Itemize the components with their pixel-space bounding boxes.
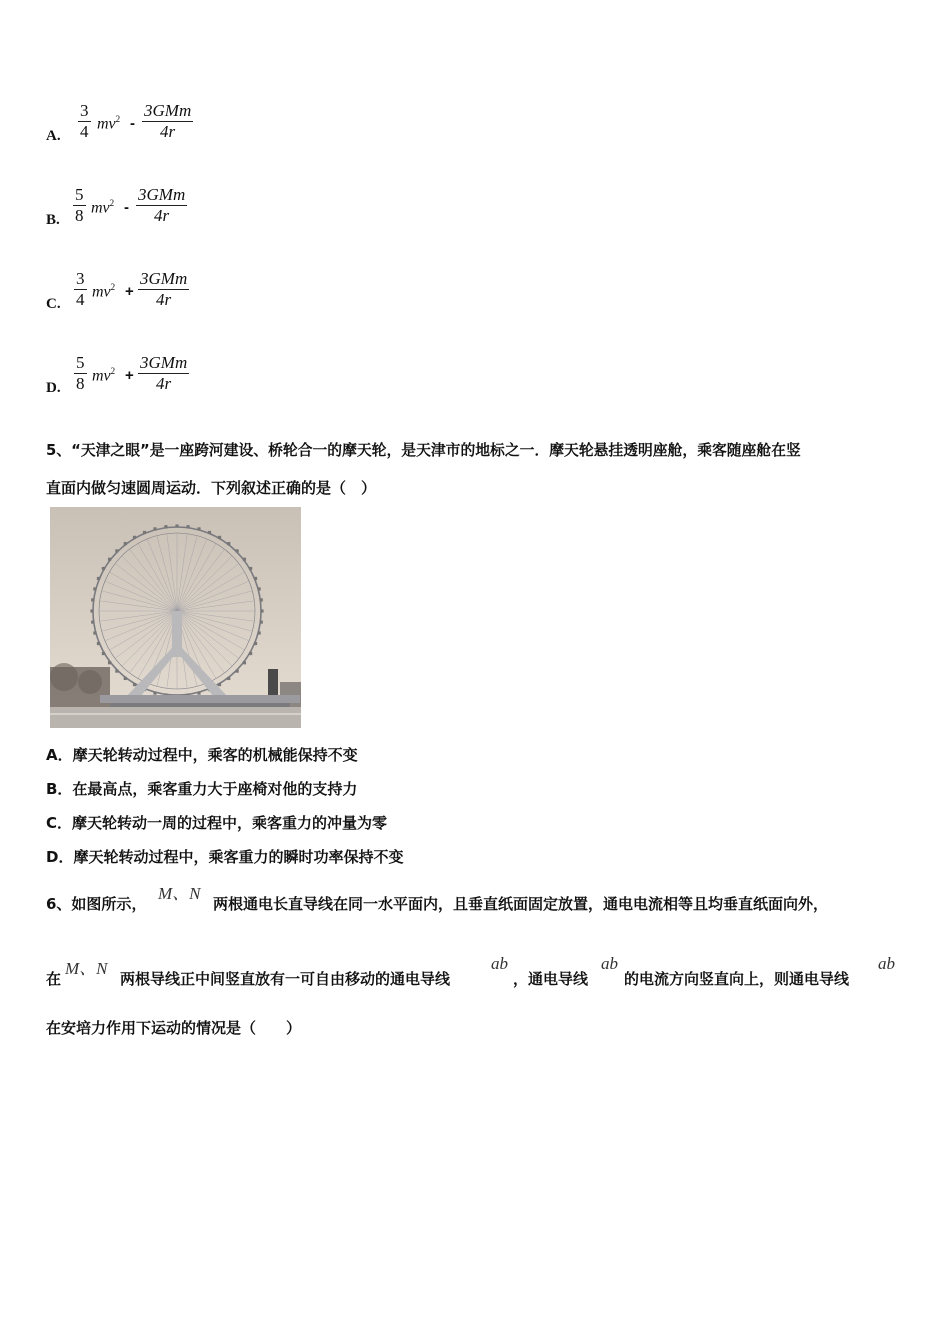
term: $mv^2$	[91, 198, 115, 217]
q6-line2-a: 在	[46, 970, 62, 988]
option-label: C.	[46, 296, 61, 312]
ferris-wheel-photo	[50, 507, 301, 728]
wheel-cabin	[153, 692, 156, 695]
wheel-cabin	[260, 609, 263, 612]
q6-mn-label: M、N	[158, 884, 201, 903]
option-label: A.	[46, 128, 61, 144]
wheel-cabin	[124, 542, 127, 545]
wheel-cabin	[133, 683, 136, 686]
wheel-cabin	[91, 620, 94, 623]
wheel-cabin	[175, 524, 178, 527]
term: $mv^2$	[92, 366, 116, 385]
wheel-cabin	[108, 558, 111, 561]
option-label: B.	[46, 212, 60, 228]
wheel-cabin	[218, 536, 221, 539]
wheel-cabin	[236, 549, 239, 552]
wheel-cabin	[102, 567, 105, 570]
wheel-cabin	[260, 598, 263, 601]
wheel-cabin	[93, 631, 96, 634]
q5-stem-line2: 直面内做匀速圆周运动．下列叙述正确的是（ ）	[46, 479, 377, 497]
wheel-cabin	[108, 661, 111, 664]
q6-line2-c: ，通电导线	[513, 970, 589, 988]
wheel-cabin	[260, 620, 263, 623]
term: $mv^2$	[92, 282, 116, 301]
q5-option-c: C．摩天轮转动一周的过程中，乘客重力的冲量为零	[46, 814, 388, 832]
wheel-cabin	[254, 642, 257, 645]
wheel-cabin	[197, 692, 200, 695]
wheel-cabin	[208, 531, 211, 534]
wheel-cabin	[102, 652, 105, 655]
q6-prefix: 6、如图所示，	[46, 895, 147, 913]
fraction: $\frac{3}{4}$	[80, 101, 89, 141]
q6-line3: 在安培力作用下运动的情况是（ ）	[46, 1019, 302, 1037]
wheel-cabin	[186, 525, 189, 528]
wheel-cabin	[218, 683, 221, 686]
wheel-cabin	[97, 577, 100, 580]
fraction: 3GMm 4r	[140, 353, 188, 393]
wheel-cabin	[243, 661, 246, 664]
wheel-cabin	[243, 558, 246, 561]
wheel-cabin	[115, 670, 118, 673]
operator: +	[125, 367, 134, 384]
wheel-cabin	[115, 549, 118, 552]
wheel-cabin	[93, 587, 96, 590]
q6-line2-d: 的电流方向竖直向上，则通电导线	[624, 970, 850, 988]
q5-stem-line1: 5、“天津之眼”是一座跨河建设、桥轮合一的摩天轮，是天津市的地标之一．摩天轮悬挂透明座舱，乘客随座舱在竖	[46, 442, 801, 459]
q6-mn-label: M、N	[65, 959, 108, 978]
wheel-cabin	[91, 598, 94, 601]
q6-ab-label: ab	[878, 954, 895, 973]
q6-ab-label: ab	[601, 954, 618, 973]
operator: -	[130, 115, 135, 132]
wheel-cabin	[227, 542, 230, 545]
wheel-cabin	[254, 577, 257, 580]
wheel-cabin	[227, 677, 230, 680]
fraction: $\frac{3}{4}$	[76, 269, 85, 309]
wheel-cabin	[124, 677, 127, 680]
wheel-cabin	[90, 609, 93, 612]
q6-ab-label: ab	[491, 954, 508, 973]
ferris-wheel-image	[50, 507, 301, 728]
wheel-cabin	[143, 531, 146, 534]
wheel-cabin	[249, 567, 252, 570]
q5-option-b: B．在最高点，乘客重力大于座椅对他的支持力	[46, 780, 358, 798]
fraction: 3GMm 4r	[144, 101, 192, 141]
q5-option-d: D．摩天轮转动过程中，乘客重力的瞬时功率保持不变	[46, 848, 404, 866]
q5-option-a: A．摩天轮转动过程中，乘客的机械能保持不变	[46, 746, 358, 764]
operator: +	[125, 283, 134, 300]
wheel-cabin	[197, 527, 200, 530]
operator: -	[124, 199, 129, 216]
wheel-cabin	[249, 652, 252, 655]
wheel-cabin	[236, 670, 239, 673]
wheel-cabin	[133, 536, 136, 539]
wheel-cabin	[153, 527, 156, 530]
q6-line2-b: 两根导线正中间竖直放有一可自由移动的通电导线	[120, 970, 451, 988]
q6-line1-rest: 两根通电长直导线在同一水平面内，且垂直纸面固定放置，通电电流相等且均垂直纸面向外，	[213, 895, 829, 913]
wheel-cabin	[97, 642, 100, 645]
wheel-cabin	[258, 631, 261, 634]
wheel-cabin	[164, 525, 167, 528]
fraction: 3GMm 4r	[140, 269, 188, 309]
fraction: $\frac{5}{8}$	[75, 185, 84, 225]
wheel-cabin	[258, 587, 261, 590]
fraction: 3GMm 4r	[138, 185, 186, 225]
term: $mv^2$	[97, 114, 121, 133]
option-label: D.	[46, 380, 61, 396]
fraction: $\frac{5}{8}$	[76, 353, 85, 393]
